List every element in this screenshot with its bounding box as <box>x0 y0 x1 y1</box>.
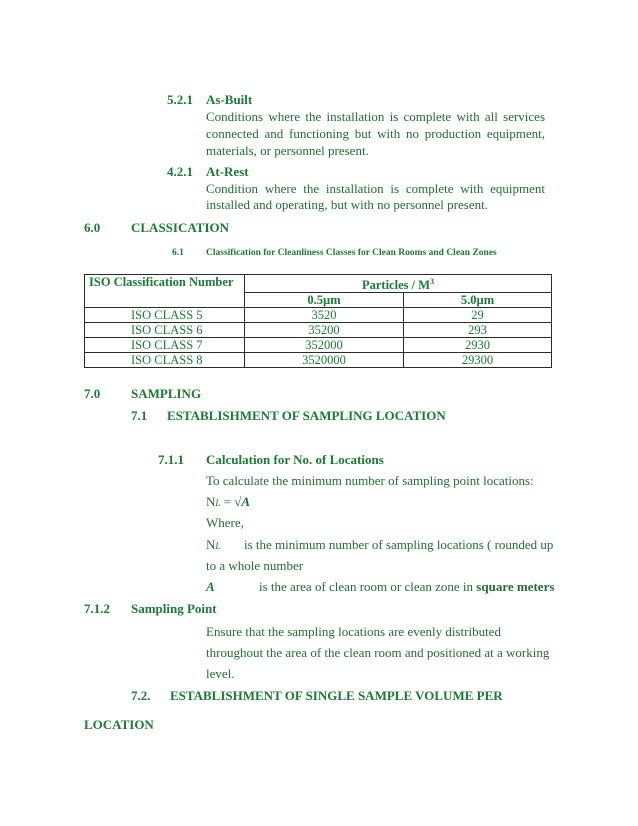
section-4-2-1-number: 4.2.1 <box>167 164 193 179</box>
section-4-2-1-line1: Condition where the installation is complete with equipment <box>206 181 545 196</box>
row-value-5-0: 29 <box>404 308 552 323</box>
header-particles <box>245 275 552 293</box>
section-7-1-title: ESTABLISHMENT OF SAMPLING LOCATION <box>167 408 446 423</box>
a-symbol: A <box>206 579 215 594</box>
row-class: ISO CLASS 6 <box>85 323 245 338</box>
section-5-2-1-line1: Conditions where the installation is complete with all services <box>206 109 545 124</box>
header-0-5-um: 0.5µm <box>245 293 404 308</box>
section-7-1-2-title: Sampling Point <box>131 601 217 616</box>
section-7-1-2-line1: Ensure that the sampling locations are evenly distributed <box>206 624 501 639</box>
section-5-2-1-number: 5.2.1 <box>167 92 193 107</box>
section-7-1-2-number: 7.1.2 <box>84 601 110 616</box>
row-class: ISO CLASS 5 <box>85 308 245 323</box>
section-5-2-1-line3: materials, or personnel present. <box>206 143 369 158</box>
table-row <box>85 338 552 353</box>
row-value-5-0: 2930 <box>404 338 552 353</box>
section-7-2-title: ESTABLISHMENT OF SINGLE SAMPLE VOLUME PER <box>170 688 503 703</box>
formula-equals-sqrt: = √ <box>220 494 242 509</box>
section-5-2-1-title: As-Built <box>206 92 253 107</box>
nl-description-line2: to a whole number <box>206 558 304 573</box>
section-6-1-title: Classification for Cleanliness Classes for Clean Rooms and Clean Zones <box>206 248 497 258</box>
a-description-text: is the area of clean room or clean zone in <box>259 579 474 594</box>
section-7-1-2-line2: throughout the area of the clean room and positioned at a working <box>206 645 550 660</box>
header-iso-classification: ISO Classification Number <box>85 275 245 308</box>
formula-n: N <box>206 494 216 509</box>
nl-subscript: L <box>215 541 221 551</box>
nl-description-line1: is the minimum number of sampling locations ( rounded up <box>244 537 554 552</box>
row-value-0-5: 352000 <box>245 338 404 353</box>
section-7-0-title: SAMPLING <box>131 386 202 401</box>
table-row <box>85 353 552 368</box>
iso-classification-table <box>84 274 552 368</box>
section-6-0-title: CLASSICATION <box>131 220 230 235</box>
section-4-2-1-line2: installed and operating, but with no personnel present. <box>206 197 488 212</box>
section-5-2-1-line2: connected and functioning but with no production equipment, <box>206 126 545 141</box>
header-particles-superscript: 3 <box>430 277 435 286</box>
row-value-5-0: 29300 <box>404 353 552 368</box>
nl-n: N <box>206 537 216 552</box>
section-6-1-number: 6.1 <box>172 248 184 258</box>
header-5-0-um: 5.0µm <box>404 293 552 308</box>
row-class: ISO CLASS 7 <box>85 338 245 353</box>
section-6-0-number: 6.0 <box>84 220 101 235</box>
table-row <box>85 308 552 323</box>
nl-symbol <box>206 537 220 553</box>
a-description <box>259 579 554 595</box>
row-value-0-5: 3520000 <box>245 353 404 368</box>
row-value-0-5: 35200 <box>245 323 404 338</box>
formula <box>206 494 250 510</box>
section-7-1-1-intro: To calculate the minimum number of sampling point locations: <box>206 473 534 488</box>
header-particles-label: Particles / M <box>361 278 431 293</box>
where-label: Where, <box>206 515 244 530</box>
section-7-2-number: 7.2. <box>131 688 151 703</box>
table-row <box>85 323 552 338</box>
row-class: ISO CLASS 8 <box>85 353 245 368</box>
row-value-5-0: 293 <box>404 323 552 338</box>
row-value-0-5: 3520 <box>245 308 404 323</box>
table-header-row <box>85 275 552 293</box>
formula-subscript: L <box>215 498 221 508</box>
a-unit: square meters <box>476 579 555 594</box>
formula-a: A <box>241 494 251 509</box>
section-7-1-1-number: 7.1.1 <box>158 452 184 467</box>
section-4-2-1-title: At-Rest <box>206 164 249 179</box>
section-7-2-title-continued: LOCATION <box>84 717 154 732</box>
section-7-1-number: 7.1 <box>131 408 148 423</box>
section-7-1-1-title: Calculation for No. of Locations <box>206 452 384 467</box>
section-7-0-number: 7.0 <box>84 386 101 401</box>
section-7-1-2-line3: level. <box>206 666 235 681</box>
